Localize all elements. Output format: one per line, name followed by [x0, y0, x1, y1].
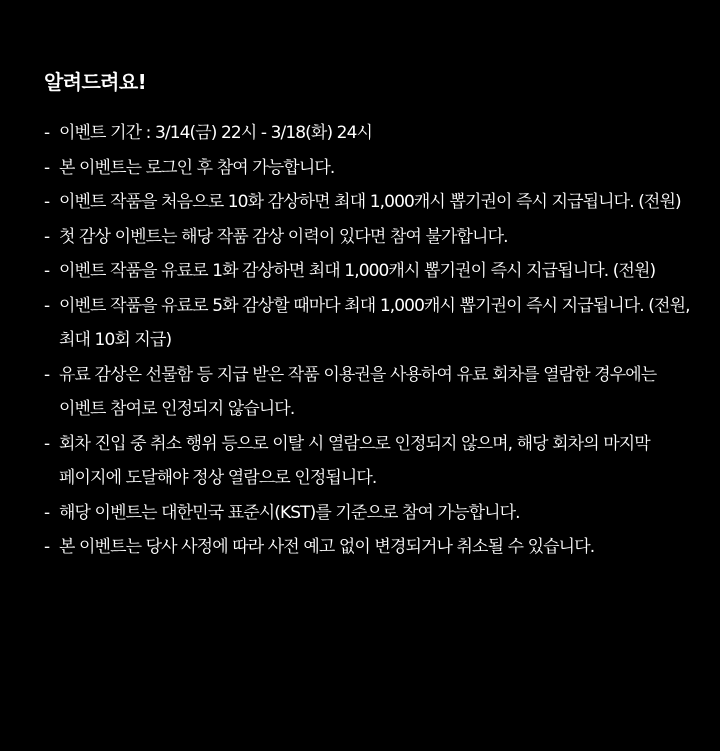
notice-item [44, 427, 690, 496]
bullet-dash: - [44, 192, 50, 212]
bullet-dash: - [44, 261, 50, 281]
bullet-dash: - [44, 157, 50, 178]
bullet-dash: - [44, 433, 50, 454]
notice-item [44, 530, 690, 565]
bullet-dash: - [44, 537, 50, 557]
notice-item-text: 이벤트 기간 : 3/14(금) 22시 - 3/18(화) 24시 [59, 123, 373, 143]
notice-item [44, 151, 690, 186]
notice-item-text: 본 이벤트는 당사 사정에 따라 사전 예고 없이 변경되거나 취소될 수 있습니다. [59, 537, 595, 557]
bullet-dash: - [44, 295, 50, 316]
notice-item-text: 유료 감상은 선물함 등 지급 받은 작품 이용권을 사용하여 유료 회차를 열람한 경우에는 이벤트 참여로 인정되지 않습니다. [59, 364, 657, 419]
bullet-dash: - [44, 502, 50, 523]
notice-item [44, 289, 690, 358]
notice-item [44, 254, 690, 289]
notice-item [44, 220, 690, 255]
notice-list [44, 116, 690, 565]
notice-title: 알려드려요! [44, 70, 147, 94]
notice-item [44, 358, 690, 427]
notice-item-text: 이벤트 작품을 유료로 5화 감상할 때마다 최대 1,000캐시 뽑기권이 즉시 지급됩니다. (전원, 최대 10회 지급) [59, 295, 690, 350]
notice-item-text: 해당 이벤트는 대한민국 표준시(KST)를 기준으로 참여 가능합니다. [59, 502, 520, 523]
notice-item [44, 116, 690, 151]
bullet-dash: - [44, 226, 50, 247]
notice-item-text: 이벤트 작품을 유료로 1화 감상하면 최대 1,000캐시 뽑기권이 즉시 지급됩니다. (전원) [59, 261, 656, 281]
bullet-dash: - [44, 123, 50, 143]
notice-item-text: 회차 진입 중 취소 행위 등으로 이탈 시 열람으로 인정되지 않으며, 해당 회차의 마지막 페이지에 도달해야 정상 열람으로 인정됩니다. [59, 433, 650, 488]
notice-item-text: 이벤트 작품을 처음으로 10화 감상하면 최대 1,000캐시 뽑기권이 즉시 지급됩니다. (전원) [59, 192, 681, 212]
notice-item-text: 첫 감상 이벤트는 해당 작품 감상 이력이 있다면 참여 불가합니다. [59, 226, 508, 247]
bullet-dash: - [44, 364, 50, 385]
notice-item-text: 본 이벤트는 로그인 후 참여 가능합니다. [59, 157, 335, 178]
notice-item [44, 496, 690, 531]
notice-item [44, 185, 690, 220]
